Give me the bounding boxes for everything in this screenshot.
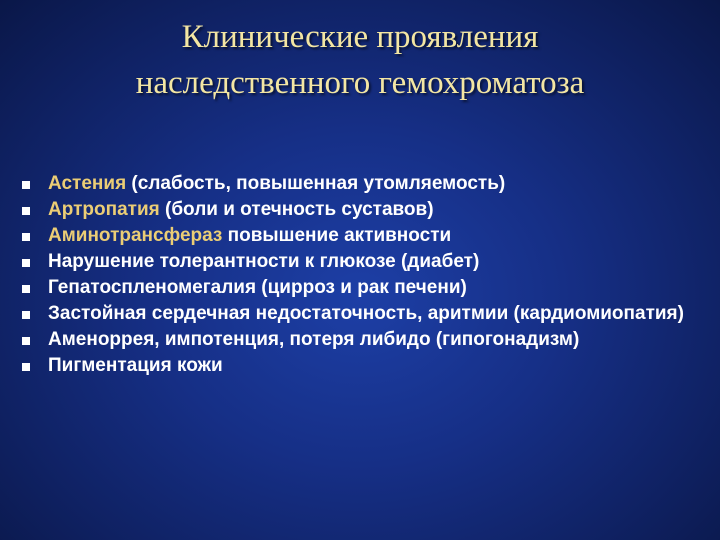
square-bullet-icon	[22, 285, 30, 293]
list-item	[18, 353, 708, 379]
square-bullet-icon	[22, 233, 30, 241]
list-item	[18, 301, 708, 327]
square-bullet-icon	[22, 363, 30, 371]
highlight-term: Артропатия	[48, 199, 160, 220]
slide-title	[40, 14, 680, 106]
item-text: (боли и отечность суставов)	[159, 199, 434, 220]
list-item	[18, 197, 708, 223]
list-item	[18, 249, 708, 275]
highlight-term: Аминотрансфераз	[48, 225, 223, 246]
highlight-term: Астения	[48, 173, 127, 194]
item-text: Нарушение толерантности к глюкозе (диабет)	[48, 251, 480, 272]
item-text: Аменоррея, импотенция, потеря либидо (гипогонадизм)	[48, 329, 580, 350]
item-text: Пигментация кожи	[48, 355, 223, 376]
square-bullet-icon	[22, 207, 30, 215]
item-text: Гепатоспленомегалия (цирроз и рак печени)	[48, 277, 467, 298]
list-item	[18, 171, 708, 197]
item-text: (слабость, повышенная утомляемость)	[126, 173, 506, 194]
list-item	[18, 223, 708, 249]
list-item	[18, 275, 708, 301]
title-line-1: Клинические проявления	[181, 19, 539, 55]
list-item	[18, 327, 708, 353]
title-line-2: наследственного гемохроматоза	[135, 65, 585, 101]
square-bullet-icon	[22, 337, 30, 345]
item-text: повышение активности	[222, 225, 452, 246]
square-bullet-icon	[22, 259, 30, 267]
square-bullet-icon	[22, 311, 30, 319]
square-bullet-icon	[22, 181, 30, 189]
bullet-list	[18, 171, 708, 379]
item-text: Застойная сердечная недостаточность, аритмии (кардиомиопатия)	[48, 303, 684, 324]
